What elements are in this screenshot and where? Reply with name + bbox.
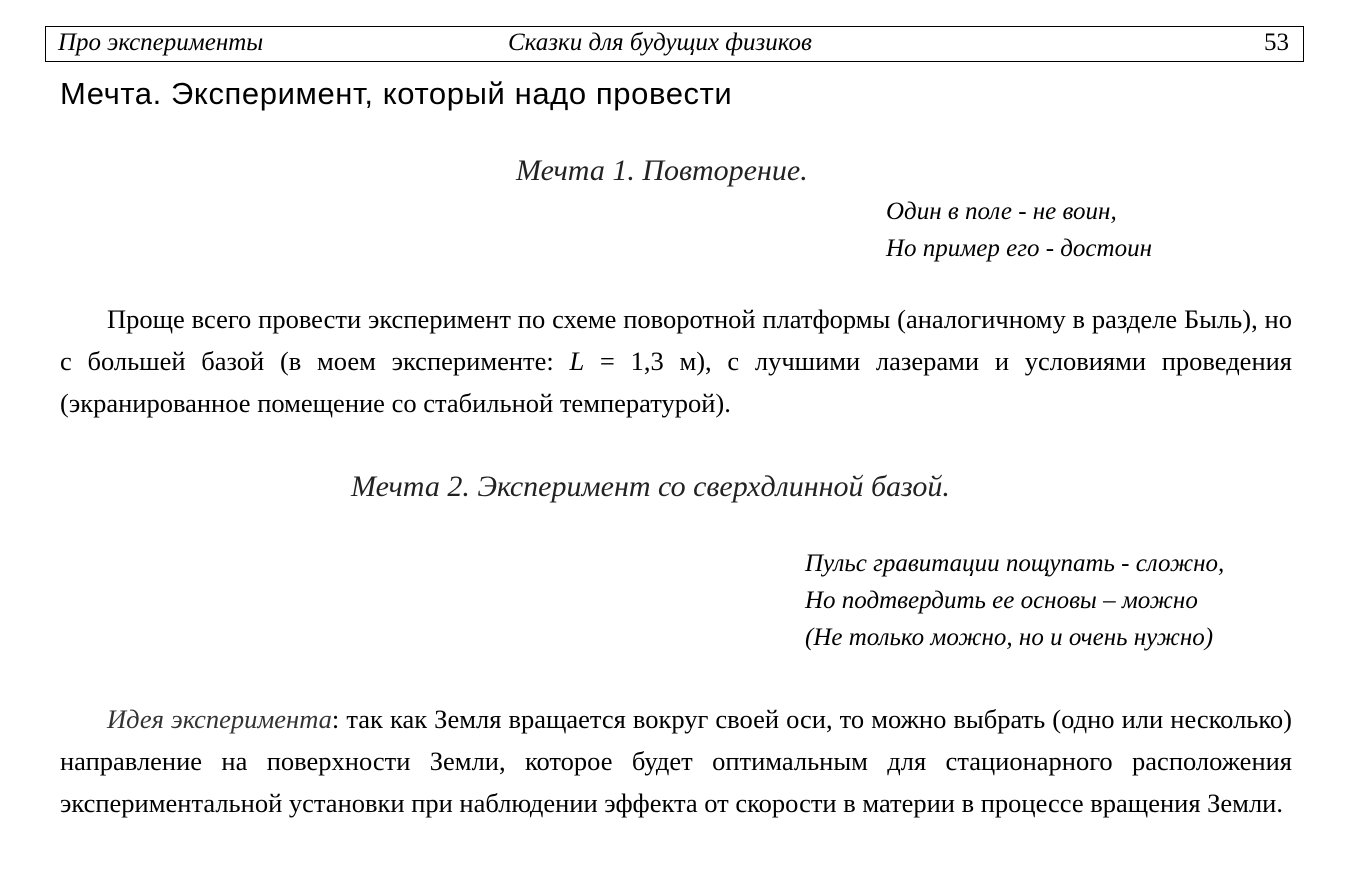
epigraph-line: Один в поле - не воин,: [886, 198, 1117, 225]
running-header: [45, 26, 1304, 62]
variable-L: L: [569, 346, 585, 376]
dream2-title: Мечта 2. Эксперимент со сверхдлинной базой.: [351, 470, 950, 503]
header-book-title: Сказки для будущих физиков: [508, 29, 812, 56]
page-number: 53: [1264, 29, 1289, 56]
dream1-paragraph: [60, 298, 1292, 424]
idea-label: Идея эксперимента: [107, 704, 332, 734]
section-title: Мечта. Эксперимент, который надо провести: [60, 76, 733, 111]
header-section-name: Про эксперименты: [58, 29, 264, 56]
epigraph-line: Пульс гравитации пощупать - сложно,: [805, 550, 1225, 577]
epigraph-line: (Не только можно, но и очень нужно): [805, 624, 1214, 651]
epigraph-line: Но подтвердить ее основы – можно: [805, 587, 1198, 614]
paragraph-text: = 1,3 м), с лучшими лазерами и условиями проведения (экранированное помещение со стабильной температурой).: [60, 346, 1292, 418]
epigraph-line: Но пример его - достоин: [886, 235, 1152, 262]
paragraph-text: Проще всего провести эксперимент по схеме поворотной платформы (аналогичному в разделе Быль), но с большей базой (в моем эксперименте:: [60, 304, 1292, 376]
dream2-paragraph: [60, 698, 1292, 824]
dream2-epigraph: [805, 545, 1224, 656]
paragraph-text: : так как Земля вращается вокруг своей оси, то можно выбрать (одно или несколько) направление на поверхности Земли, которое будет оптимальным для стационарного расположения экспериментальной установки при наблюдении эффекта от скорости в материи в процессе вращения Земли.: [60, 704, 1292, 818]
dream1-epigraph: [886, 193, 1152, 267]
dream1-title: Мечта 1. Повторение.: [516, 154, 808, 187]
